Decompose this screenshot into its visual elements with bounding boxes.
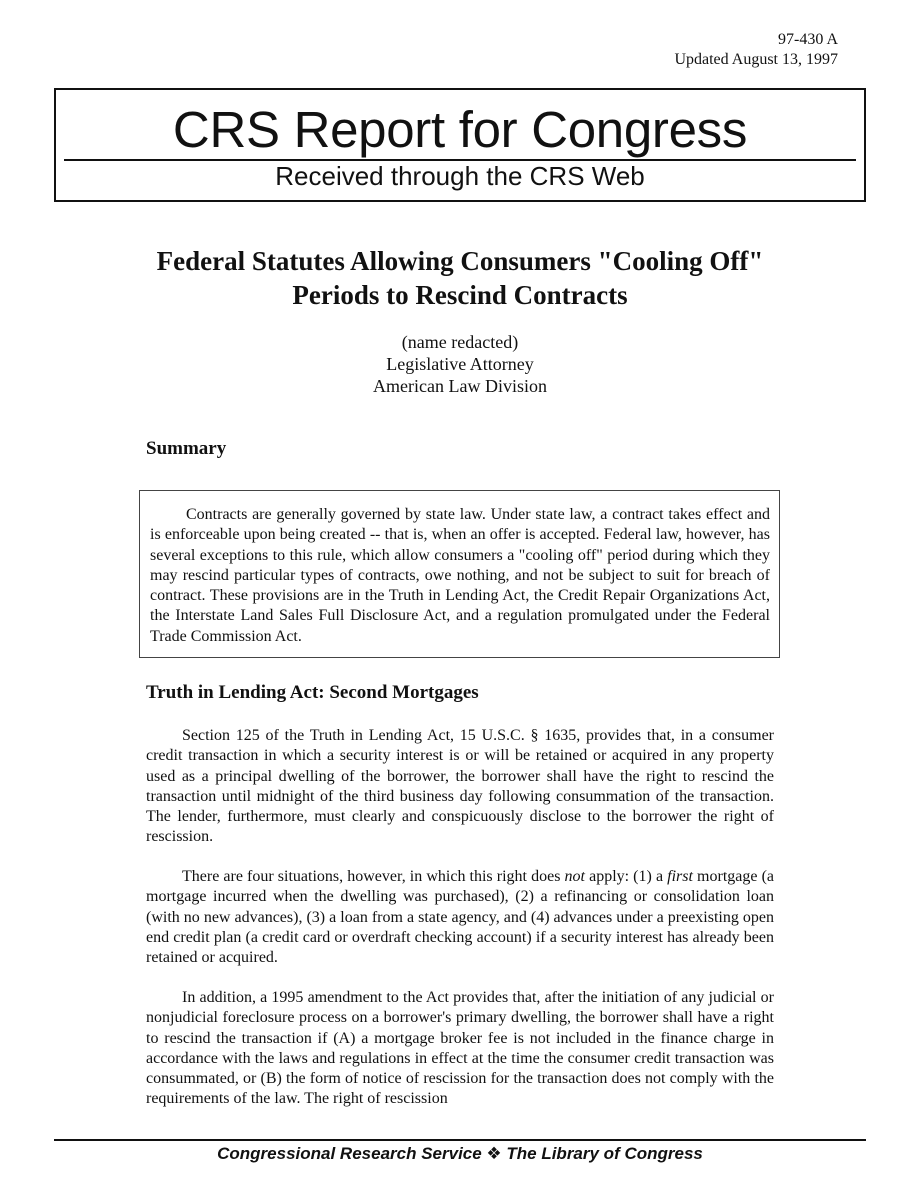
author-name: (name redacted): [401, 332, 519, 352]
updated-date: Updated August 13, 1997: [674, 51, 838, 68]
emphasis-not: not: [564, 868, 585, 885]
author-division: American Law Division: [373, 376, 547, 396]
report-number: 97-430 A: [778, 31, 838, 48]
paragraph-2-text-a: There are four situations, however, in which this right does: [182, 868, 565, 885]
author-role: Legislative Attorney: [386, 354, 534, 374]
banner-subtitle: Received through the CRS Web: [275, 161, 645, 191]
summary-text: Contracts are generally governed by state law. Under state law, a contract takes effect and is enforceable upon being created -- that is, when an offer is accepted. Federal law, however, has several exceptions to this rule, which allow consumers a "cooling off" period during which they may rescind particular types of contracts, owe nothing, and not be subject to suit for breach of contract. These provisions are in the Truth in Lending Act, the Credit Repair Organizations Act, the Interstate Land Sales Full Disclosure Act, and a regulation promulgated under the Federal Trade Commission Act.: [150, 506, 770, 645]
document-title: Federal Statutes Allowing Consumers "Cooling Off" Periods to Rescind Contracts: [156, 246, 764, 310]
emphasis-first: first: [667, 868, 693, 885]
banner-title: CRS Report for Congress: [172, 101, 748, 158]
paragraph-2: [146, 867, 774, 968]
report-identifier: [674, 30, 838, 70]
footer-text: Congressional Research Service ❖ The Library of Congress: [217, 1144, 703, 1163]
section-heading: Truth in Lending Act: Second Mortgages: [146, 682, 479, 703]
paragraph-2-text-c: mortgage (a mortgage incurred when the dwelling was purchased), (2) a refinancing or consolidation loan (with no new advances), (3) a loan from a state agency, and (4) advances under a preexisting open end credit plan (a credit card or overdraft checking account) if a security interest has already been retained or acquired.: [146, 868, 775, 967]
paragraph-1: Section 125 of the Truth in Lending Act, 15 U.S.C. § 1635, provides that, in a consumer credit transaction in which a security interest is or will be retained or acquired in any property used as a principal dwelling of the borrower, the borrower shall have the right to rescind the transaction until midnight of the third business day following consummation of the transaction. The lender, furthermore, must clearly and conspicuously disclose to the borrower the right of rescission.: [146, 727, 774, 846]
footer-divider: [54, 1139, 866, 1141]
paragraph-3: In addition, a 1995 amendment to the Act provides that, after the initiation of any judicial or nonjudicial foreclosure process on a borrower's primary dwelling, the borrower shall have a right to rescind the transaction if (A) a mortgage broker fee is not included in the finance charge in accordance with the laws and regulations in effect at the time the consumer credit transaction was consummated, or (B) the form of notice of rescission for the transaction does not comply with the requirements of the law. The right of rescission: [146, 989, 774, 1108]
paragraph-2-text-b: apply: (1) a: [584, 868, 668, 885]
author-block: [0, 331, 920, 397]
summary-heading: Summary: [146, 438, 227, 459]
